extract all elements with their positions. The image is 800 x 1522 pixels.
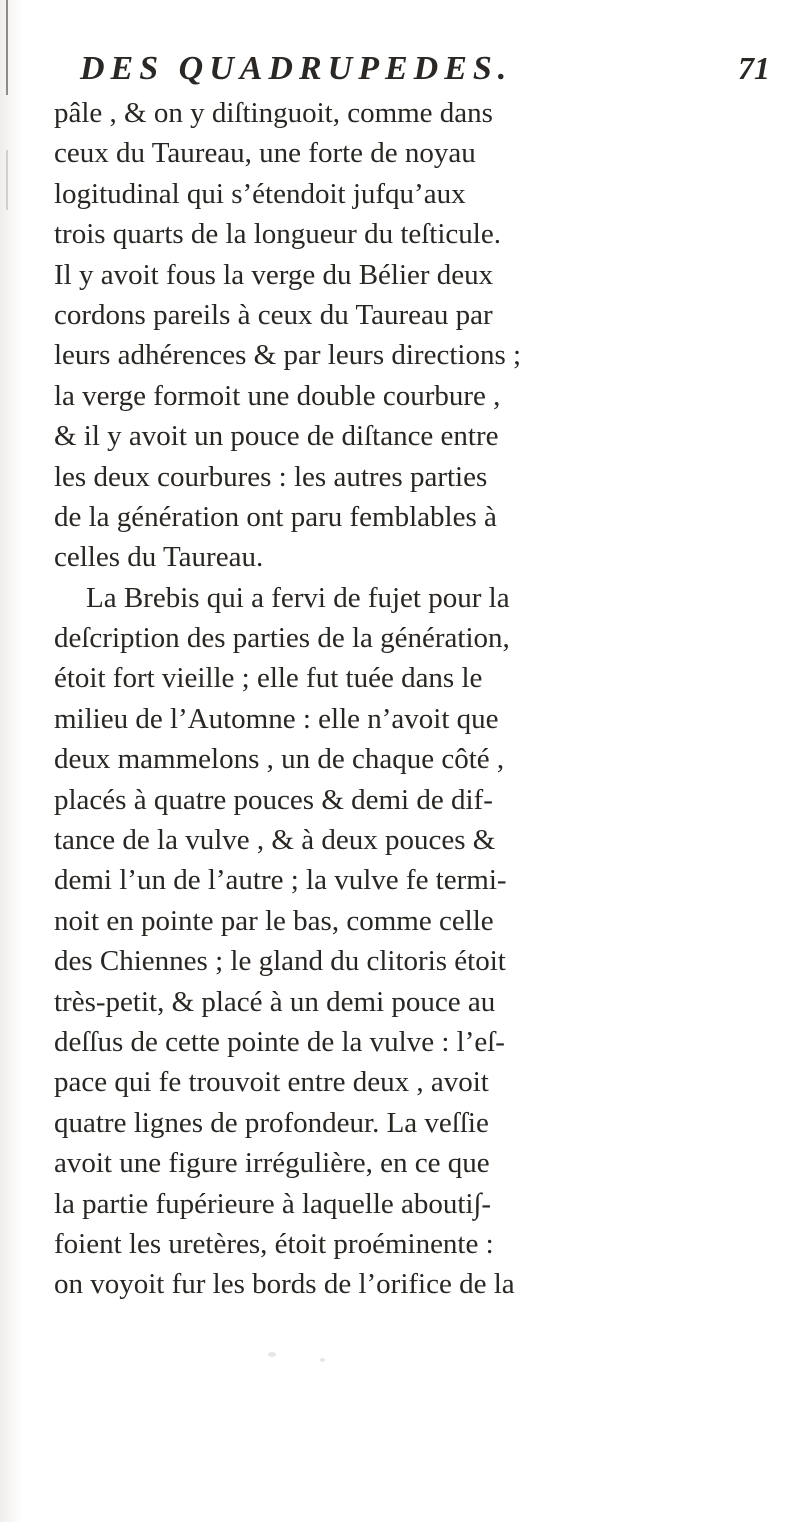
text-line: la partie fupérieure à laquelle abouti∫-: [54, 1187, 492, 1220]
text-line: noit en pointe par le bas, comme celle: [54, 904, 494, 937]
text-line: pâle , & on y diſtinguoit, comme dans: [54, 97, 493, 129]
text-line: avoit une figure irrégulière, en ce que: [54, 1147, 490, 1180]
body-text: [54, 93, 794, 1305]
text-line: cordons pareils à ceux du Taureau par: [54, 298, 493, 331]
text-line: tance de la vulve , & à deux pouces &: [54, 824, 496, 857]
text-line: deſſus de cette pointe de la vulve : l’eſ-: [54, 1025, 505, 1058]
paragraph-start-line: La Brebis qui a fervi de fujet pour la: [86, 581, 510, 614]
text-line: & il y avoit un pouce de diſtance entre: [54, 420, 499, 453]
text-line: Il y avoit fous la verge du Bélier deux: [54, 258, 494, 291]
text-line: quatre lignes de profondeur. La veſſie: [54, 1106, 489, 1139]
running-head: DES QUADRUPEDES.: [80, 50, 513, 87]
text-line: demi l’un de l’autre ; la vulve fe termi-: [54, 864, 507, 897]
ink-speck: [320, 1358, 325, 1362]
page-edge-shadow: [6, 0, 8, 95]
text-line: la verge formoit une double courbure ,: [54, 379, 501, 412]
text-line: deſcription des parties de la génération,: [54, 622, 510, 655]
text-line: de la génération ont paru femblables à: [54, 500, 497, 533]
text-line: placés à quatre pouces & demi de dif-: [54, 783, 493, 816]
text-line: foient les uretères, étoit proéminente :: [54, 1227, 494, 1260]
text-line: deux mammelons , un de chaque côté ,: [54, 743, 505, 776]
text-line: leurs adhérences & par leurs directions ;: [54, 339, 522, 372]
text-line: des Chiennes ; le gland du clitoris étoit: [54, 945, 506, 978]
text-line: celles du Taureau.: [54, 541, 264, 574]
text-line: les deux courbures : les autres parties: [54, 460, 488, 493]
text-line: on voyoit fur les bords de l’orifice de la: [54, 1268, 515, 1301]
page-number: 71: [738, 50, 770, 86]
text-line: milieu de l’Automne : elle n’avoit que: [54, 702, 499, 735]
page-edge-shadow-lower: [6, 150, 8, 210]
text-line: logitudinal qui s’étendoit jufqu’aux: [54, 177, 466, 210]
text-line: trois quarts de la longueur du teſticule.: [54, 218, 501, 251]
ink-speck: [268, 1352, 276, 1357]
text-line: pace qui fe trouvoit entre deux , avoit: [54, 1066, 489, 1099]
text-line: étoit fort vieille ; elle fut tuée dans le: [54, 662, 483, 695]
text-line: très-petit, & placé à un demi pouce au: [54, 985, 496, 1018]
text-line: ceux du Taureau, une forte de noyau: [54, 137, 476, 170]
